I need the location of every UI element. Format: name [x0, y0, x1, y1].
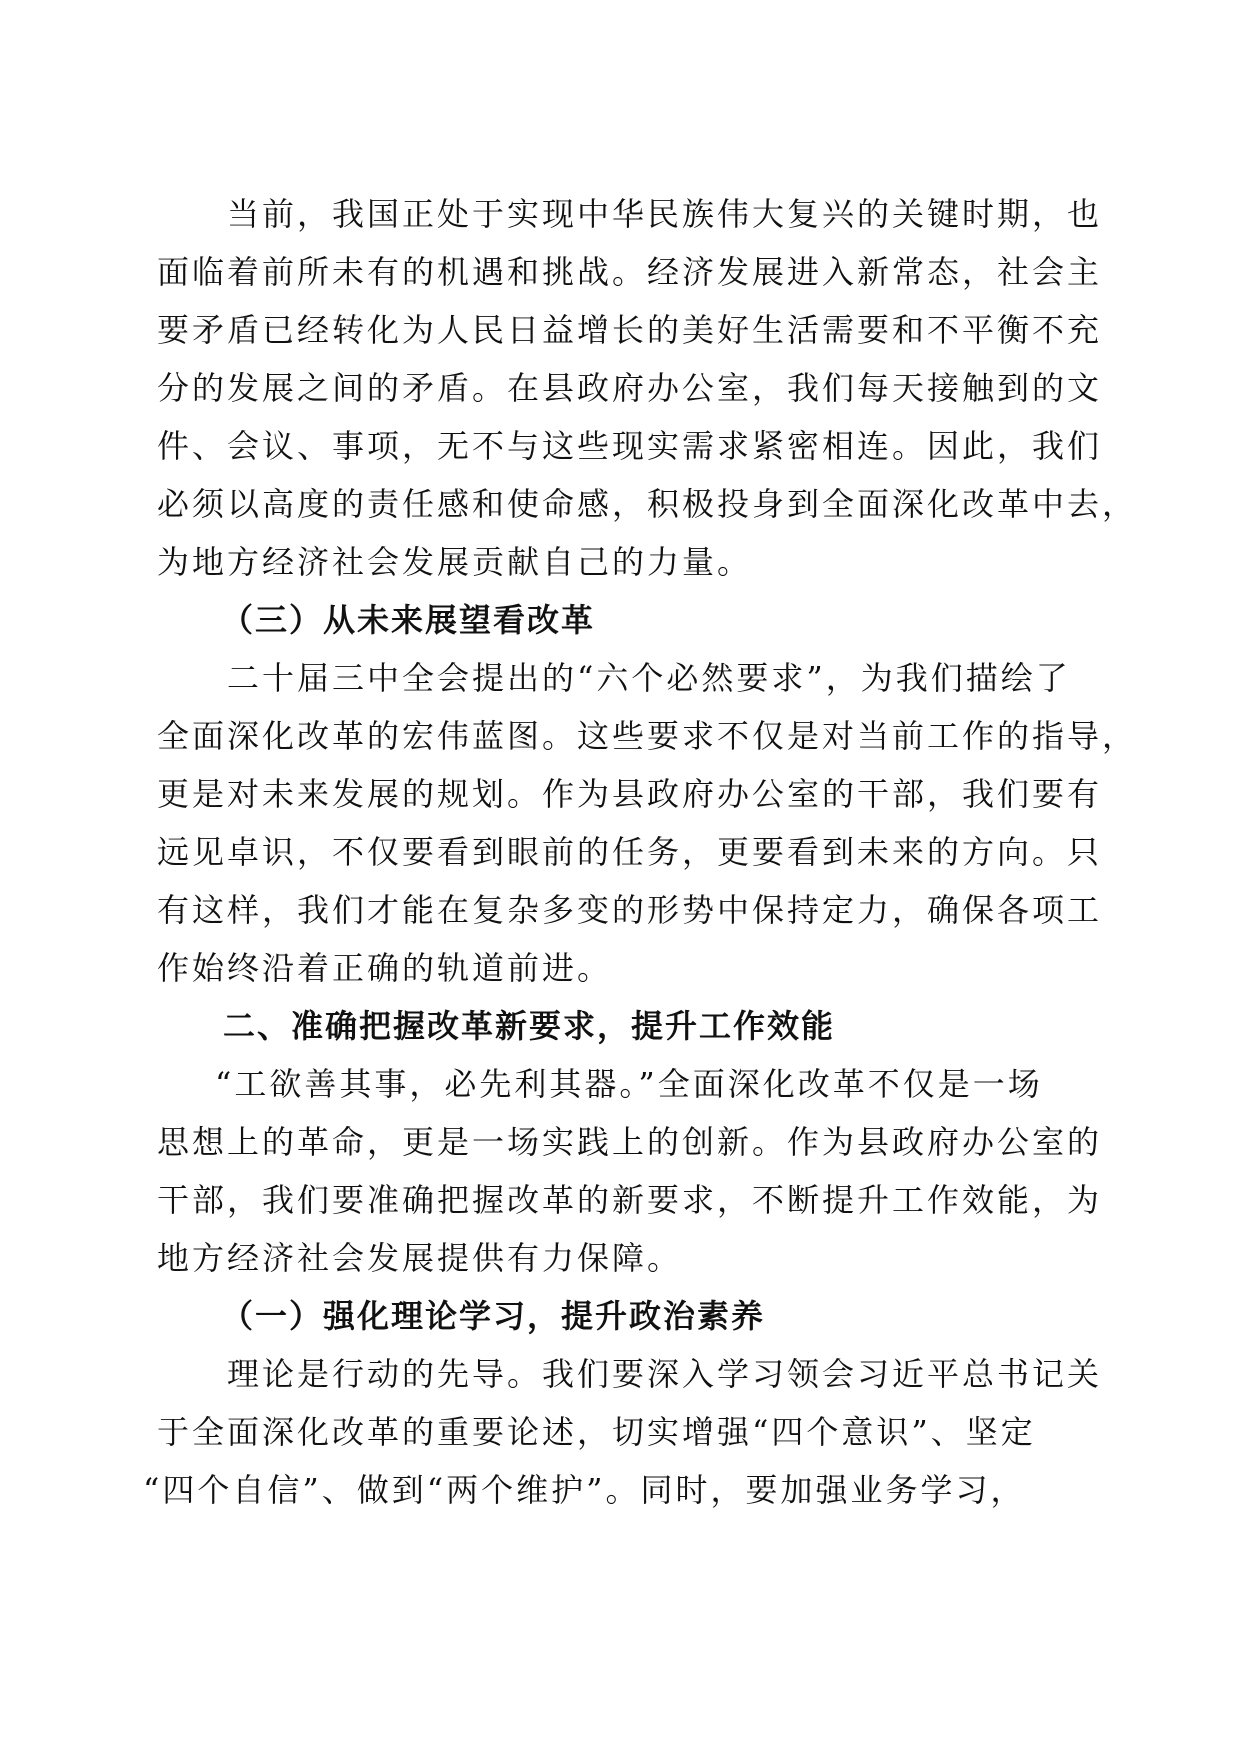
- paragraph-line: 理论是行动的先导。我们要深入学习领会习近平总书记关: [227, 1355, 1103, 1393]
- paragraph-current-situation: [157, 185, 1138, 591]
- paragraph-line: 于全面深化改革的重要论述，切实增强“四个意识”、坚定: [157, 1413, 1036, 1451]
- paragraph-theory-guidance: [143, 1345, 1103, 1519]
- paragraph-line: “工欲善其事，必先利其器。”全面深化改革不仅是一场: [215, 1065, 1043, 1103]
- paragraph-line: 作始终沿着正确的轨道前进。: [157, 949, 613, 987]
- paragraph-line: 当前，我国正处于实现中华民族伟大复兴的关键时期，也: [227, 195, 1103, 233]
- paragraph-six-requirements: [157, 649, 1138, 997]
- paragraph-tools-quote: [157, 1055, 1103, 1287]
- document-body: [143, 185, 1138, 1519]
- paragraph-line: 分的发展之间的矛盾。在县政府办公室，我们每天接触到的文: [157, 369, 1103, 407]
- paragraph-line: 要矛盾已经转化为人民日益增长的美好生活需要和不平衡不充: [157, 311, 1103, 349]
- paragraph-line: 面临着前所未有的机遇和挑战。经济发展进入新常态，社会主: [157, 253, 1103, 291]
- paragraph-line: 地方经济社会发展提供有力保障。: [157, 1239, 683, 1277]
- paragraph-line: 有这样，我们才能在复杂多变的形势中保持定力，确保各项工: [157, 891, 1103, 929]
- paragraph-line: 为地方经济社会发展贡献自己的力量。: [157, 543, 753, 581]
- paragraph-line: 全面深化改革的宏伟蓝图。这些要求不仅是对当前工作的指导，: [157, 717, 1138, 755]
- section-heading-theory-study: （一）强化理论学习，提升政治素养: [221, 1297, 766, 1335]
- paragraph-line: “四个自信”、做到“两个维护”。同时，要加强业务学习，: [143, 1471, 1026, 1509]
- paragraph-line: 件、会议、事项，无不与这些现实需求紧密相连。因此，我们: [157, 427, 1103, 465]
- paragraph-line: 远见卓识，不仅要看到眼前的任务，更要看到未来的方向。只: [157, 833, 1103, 871]
- chapter-heading-new-requirements: 二、准确把握改革新要求，提升工作效能: [223, 1007, 836, 1045]
- section-heading-future-outlook: （三）从未来展望看改革: [221, 601, 596, 639]
- paragraph-line: 必须以高度的责任感和使命感，积极投身到全面深化改革中去，: [157, 485, 1138, 523]
- paragraph-line: 二十届三中全会提出的“六个必然要求”，为我们描绘了: [227, 659, 1071, 697]
- paragraph-line: 思想上的革命，更是一场实践上的创新。作为县政府办公室的: [157, 1123, 1103, 1161]
- paragraph-line: 干部，我们要准确把握改革的新要求，不断提升工作效能，为: [157, 1181, 1103, 1219]
- paragraph-line: 更是对未来发展的规划。作为县政府办公室的干部，我们要有: [157, 775, 1103, 813]
